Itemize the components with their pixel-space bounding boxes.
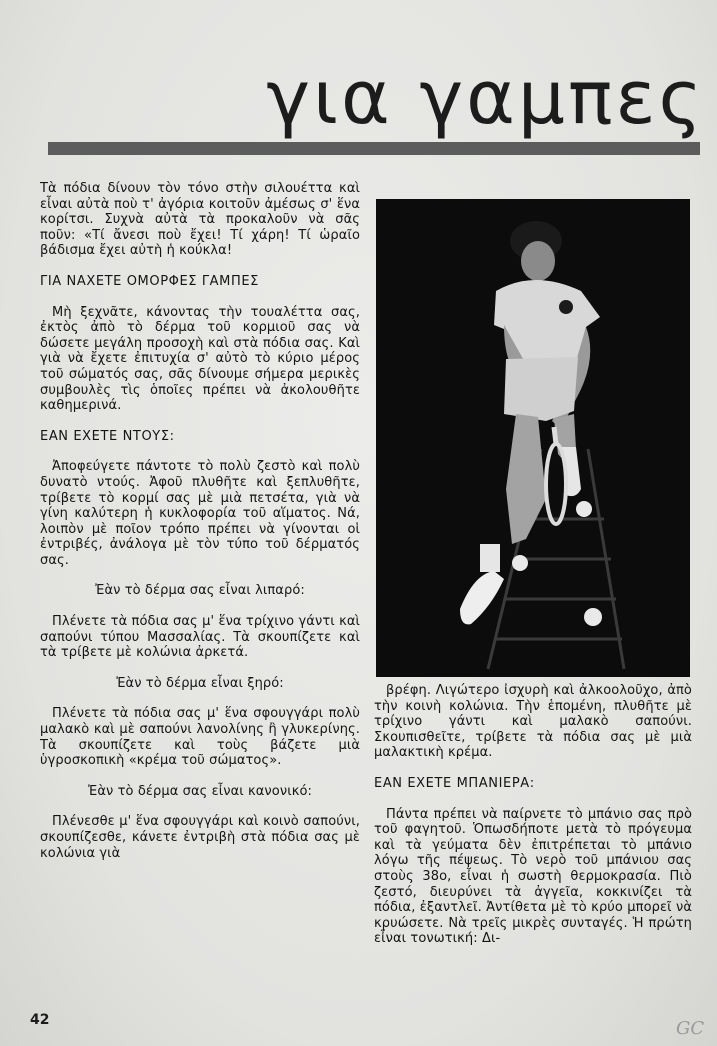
intro-paragraph: Τὰ πόδια δίνουν τὸν τόνο στὴν σιλουέττα καὶ εἶναι αὐτὰ ποὺ τ' ἀγόρια κοιτοῦν ἀμέσως σ' ἕνα κορίτσι. Συχνὰ αὐτὰ τὰ προκαλοῦν νὰ σᾶς ποῦν: «Τί ἄνεσι ποὺ ἔχει! Τί χάρη! Τί ὡραῖο βάδισμα ἔχει αὐτὴ ἡ κούκλα!: [40, 181, 360, 259]
photo-tennis-player: [376, 199, 690, 677]
body-paragraph: Μὴ ξεχνᾶτε, κάνοντας τὴν τουαλέττα σας, ἐκτὸς ἀπὸ τὸ δέρμα τοῦ κορμιοῦ σας νὰ δώσετε μεγάλη προσοχὴ καὶ στὰ πόδια σας. Καὶ γιὰ νὰ ἔχετε ἐπιτυχία σ' αὐτὸ τὸ κύριο μέρος τοῦ σώματός σας, σᾶς δίνουμε σήμερα μερικὲς συμβουλὲς τὶς ὁποῖες πρέπει νὰ ἀκολουθῆτε καθημερινά.: [40, 304, 360, 414]
section-heading-bathtub: ΕΑΝ ΕΧΕΤΕ ΜΠΑΝΙΕΡΑ:: [374, 775, 535, 791]
page-number: 42: [30, 1012, 50, 1028]
body-paragraph: Πλένετε τὰ πόδια σας μ' ἕνα τρίχινο γάντι καὶ σαπούνι τύπου Μασσαλίας. Τὰ σκουπίζετε καὶ τὰ τρίβετε μὲ κολώνια ἀρκετά.: [40, 614, 360, 661]
body-paragraph: βρέφη. Λιγώτερο ἰσχυρὴ καὶ ἀλκοολοῦχο, ἀπὸ τὴν κοινὴ κολώνια. Τὴν ἑπομένη, πλυθῆτε μὲ τρίχινο γάντι καὶ μαλακὸ σαπούνι. Σκουπισθεῖτε, τρίβετε τὰ πόδια σας μὲ μιὰ μαλακτικὴ κρέμα.: [374, 683, 692, 761]
subheading-normal-skin: Ἐὰν τὸ δέρμα σας εἶναι κανονικό:: [88, 783, 312, 799]
subheading-dry-skin: Ἐὰν τὸ δέρμα εἶναι ξηρό:: [116, 675, 284, 691]
section-heading-shower: ΕΑΝ ΕΧΕΤΕ ΝΤΟΥΣ:: [40, 428, 175, 444]
body-paragraph: Πλένετε τὰ πόδια σας μ' ἕνα σφουγγάρι πολὺ μαλακὸ καὶ μὲ σαπούνι λανολίνης ἢ γλυκερίνης. Τὰ σκουπίζετε καὶ τοὺς βάζετε μιὰ ὑγροσκοπικὴ «κρέμα τοῦ σώματος».: [40, 706, 360, 769]
body-paragraph: Ἀποφεύγετε πάντοτε τὸ πολὺ ζεστὸ καὶ πολὺ δυνατὸ ντούς. Ἀφοῦ πλυθῆτε καὶ ξεπλυθῆτε, τρίβετε τὸ κορμί σας μὲ μιὰ πετσέτα, γιὰ νὰ γίνη καλύτερη ἡ κυκλοφορία τοῦ αἵματος. Νά, λοιπὸν μὲ ποῖον τρόπο πρέπει νὰ γίνονται οἱ ἐντριβές, ἀνάλογα μὲ τὸν τύπο τοῦ δέρματός σας.: [40, 459, 360, 568]
photo-illustration: [376, 199, 690, 677]
right-column: [374, 683, 692, 947]
title-underline-rule: [48, 142, 700, 155]
subheading-oily-skin: Ἐὰν τὸ δέρμα σας εἶναι λιπαρό:: [95, 583, 305, 599]
page-title: για γαμπες: [266, 55, 705, 141]
body-paragraph: Πάντα πρέπει νὰ παίρνετε τὸ μπάνιο σας πρὸ τοῦ φαγητοῦ. Ὁπωσδήποτε μετὰ τὸ πρόγευμα καὶ τὰ γεύματα δὲν ἐπιτρέπεται τὸ μπάνιο λόγω τῆς πέψεως. Τὸ νερὸ τοῦ μπάνιου σας στοὺς 38ο, εἶναι ἡ σωστὴ θερμοκρασία. Πιὸ ζεστό, διευρύνει τὰ ἀγγεῖα, κοκκινίζει τὰ πόδια, ἐξαντλεῖ. Ἀντίθετα μὲ τὸ κρύο μπορεῖ νὰ κρυώσετε. Νὰ τρεῖς μικρὲς συνταγές. Ἡ πρώτη εἶναι τονωτική: Δι-: [374, 806, 692, 947]
left-column: [40, 181, 360, 861]
scan-watermark: GC: [676, 1018, 705, 1039]
section-heading-legs: ΓΙΑ ΝΑΧΕΤΕ ΟΜΟΡΦΕΣ ΓΑΜΠΕΣ: [40, 273, 259, 289]
body-paragraph: Πλένεσθε μ' ἕνα σφουγγάρι καὶ κοινὸ σαπούνι, σκουπίζεσθε, κάνετε ἐντριβὴ στὰ πόδια σας μὲ κολώνια γιὰ: [40, 814, 360, 861]
